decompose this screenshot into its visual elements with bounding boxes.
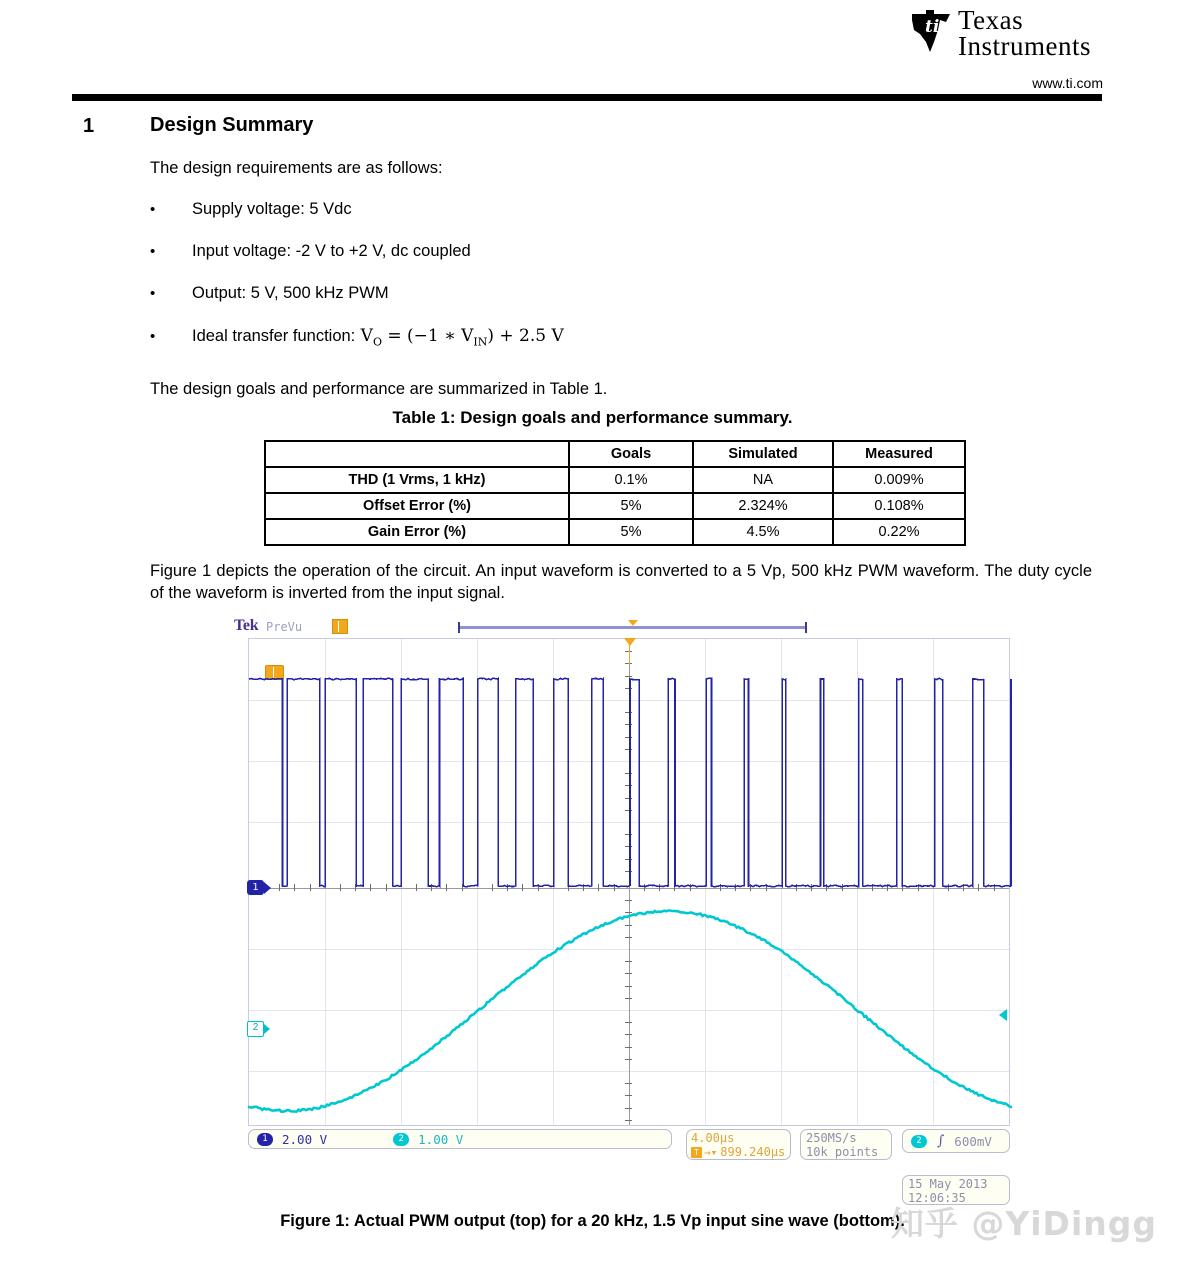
timebase-position: 899.240µs	[720, 1145, 786, 1159]
column-header-blank	[265, 441, 569, 467]
intro-paragraph: The design requirements are as follows:	[150, 159, 443, 177]
table-header-row	[265, 441, 965, 467]
trigger-slope-icon: ∫	[937, 1133, 945, 1149]
transfer-function-equation	[355, 326, 564, 348]
list-item	[150, 284, 1090, 326]
list-item	[150, 326, 1090, 368]
ch1-pwm-trace	[249, 678, 1011, 887]
svg-text:ti: ti	[925, 17, 940, 37]
cell-goals: 5%	[569, 493, 693, 519]
figure-caption: Figure 1: Actual PWM output (top) for a 20 kHz, 1.5 Vp input sine wave (bottom).	[280, 1212, 905, 1230]
timestamp-date: 15 May 2013	[908, 1177, 988, 1191]
timebase-marker-icon: T	[691, 1147, 702, 1158]
eq-close: ) + 2.5 V	[487, 326, 564, 346]
ti-website-url[interactable]: www.ti.com	[1032, 75, 1103, 91]
trigger-level: 600mV	[954, 1133, 992, 1149]
ch1-chip-icon: 1	[257, 1133, 273, 1146]
bullet-icon: •	[150, 201, 156, 218]
section-number: 1	[83, 115, 95, 137]
cell-goals: 0.1%	[569, 467, 693, 493]
sample-rate: 250MS/s	[806, 1131, 857, 1145]
ti-brand-line2: Instruments	[958, 30, 1091, 61]
row-label: THD (1 Vrms, 1 kHz)	[265, 467, 569, 493]
table-caption: Table 1: Design goals and performance summary.	[392, 408, 793, 427]
ti-wordmark	[958, 5, 1091, 61]
bullet-icon: •	[150, 243, 156, 260]
trigger-readout[interactable]	[902, 1129, 1010, 1153]
row-label: Gain Error (%)	[265, 519, 569, 545]
horizontal-arrow-icon: →▾	[704, 1145, 718, 1159]
ch1-volts-per-div: 2.00 V	[282, 1131, 328, 1147]
row-label: Offset Error (%)	[265, 493, 569, 519]
record-bar-right-cap	[805, 622, 807, 633]
design-summary-table	[264, 440, 966, 546]
page-title: Design Summary	[150, 114, 314, 136]
eq-open: (−1 ∗ V	[407, 326, 474, 346]
trigger-source-chip-icon: 2	[911, 1135, 927, 1148]
timestamp-time: 12:06:35	[908, 1191, 966, 1205]
bullet-icon: •	[150, 285, 156, 302]
ch2-sine-trace	[249, 911, 1011, 1112]
channel-scale-readout[interactable]	[248, 1129, 672, 1149]
table-row	[265, 519, 965, 545]
table-row	[265, 493, 965, 519]
ti-brand-line1: Texas	[958, 5, 1024, 35]
ch2-chip-icon: 2	[393, 1133, 409, 1146]
list-item-label: Supply voltage: 5 Vdc	[192, 200, 352, 218]
header-divider-rule	[72, 94, 1102, 101]
scope-brand-label: Tek	[234, 617, 259, 634]
scope-readout-bar	[248, 1129, 1010, 1205]
record-bar-line	[460, 626, 805, 629]
list-item-label: Output: 5 V, 500 kHz PWM	[192, 284, 389, 302]
cell-measured: 0.22%	[833, 519, 965, 545]
scope-mode-label: PreVu	[266, 620, 303, 634]
ch1-marker-label: 1	[247, 880, 264, 895]
column-header-measured: Measured	[833, 441, 965, 467]
scope-top-bar	[234, 616, 1024, 638]
list-item	[150, 242, 1090, 284]
timebase-readout[interactable]	[686, 1129, 791, 1160]
eq-vo: V	[360, 326, 373, 346]
ch2-volts-per-div: 1.00 V	[418, 1131, 464, 1147]
table-row	[265, 467, 965, 493]
eq-vo-sub: O	[372, 335, 382, 349]
requirements-list	[150, 200, 1090, 368]
record-position-marker-icon	[628, 620, 638, 626]
timebase-scale: 4.00µs	[691, 1131, 735, 1145]
goals-summary-line: The design goals and performance are summarized in Table 1.	[150, 380, 608, 398]
ti-logo	[910, 5, 1091, 61]
scope-graticule	[248, 638, 1010, 1126]
bullet-icon: •	[150, 328, 156, 345]
list-item-label: Input voltage: -2 V to +2 V, dc coupled	[192, 242, 471, 260]
cell-simulated: 2.324%	[693, 493, 833, 519]
watermark: 知乎 @YiDingg	[890, 1204, 1157, 1243]
cell-goals: 5%	[569, 519, 693, 545]
cell-measured: 0.009%	[833, 467, 965, 493]
column-header-goals: Goals	[569, 441, 693, 467]
oscilloscope-screenshot	[234, 616, 1024, 1205]
cell-simulated: NA	[693, 467, 833, 493]
cell-simulated: 4.5%	[693, 519, 833, 545]
timestamp-readout	[902, 1175, 1010, 1205]
record-points: 10k points	[806, 1145, 879, 1159]
acquisition-readout[interactable]	[800, 1129, 892, 1160]
eq-equals: =	[387, 326, 402, 346]
ti-texas-logo-icon	[910, 8, 952, 56]
ch2-marker-label: 2	[247, 1021, 264, 1037]
eq-vin-sub: IN	[473, 335, 488, 349]
figure-description-paragraph: Figure 1 depicts the operation of the circuit. An input waveform is converted to a 5 Vp, 500 kHz PWM waveform. The duty cycle of the waveform is inverted from the input signal.	[150, 562, 1092, 603]
cell-measured: 0.108%	[833, 493, 965, 519]
waveform-traces	[249, 639, 1011, 1127]
column-header-simulated: Simulated	[693, 441, 833, 467]
list-item	[150, 200, 1090, 242]
list-item-label: Ideal transfer function:	[192, 327, 356, 345]
trigger-state-icon	[332, 619, 348, 634]
